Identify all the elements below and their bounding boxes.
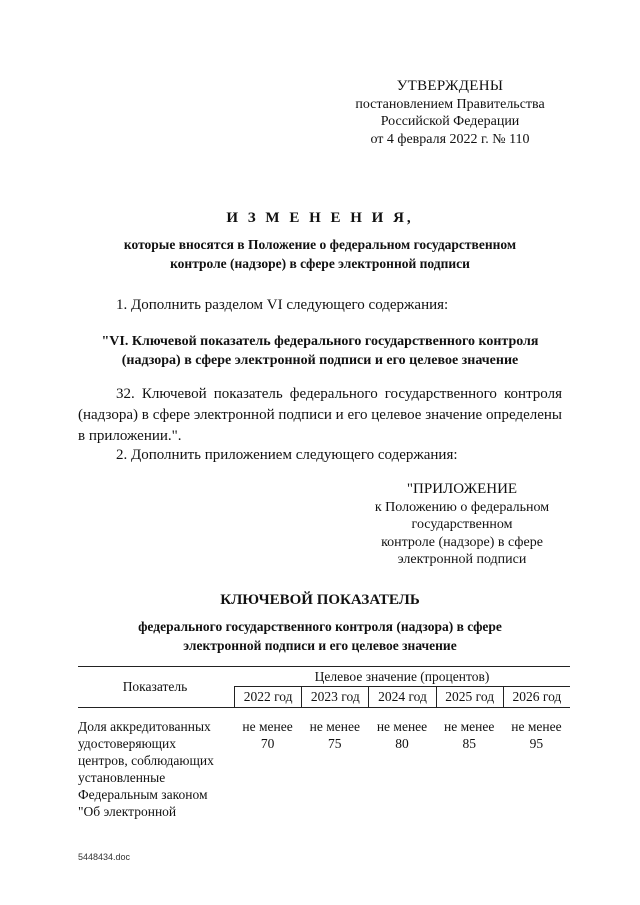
year-headers [234, 687, 570, 707]
value-cell-2025 [436, 718, 503, 752]
changes-subtitle-line-1: которые вносятся в Положение о федеральном государственном [123, 237, 517, 252]
approval-line-1: постановлением Правительства [355, 96, 545, 112]
value-cell-2024 [368, 718, 435, 752]
annex-line-1: к Положению о федеральном [374, 499, 550, 515]
column-header-indicator: Показатель [122, 679, 188, 694]
approval-line-3: от 4 февраля 2022 г. № 110 [370, 131, 530, 147]
value-cell-2022 [234, 718, 301, 752]
annex-line-3: контроле (надзоре) в сфере [381, 534, 543, 550]
annex-title: "ПРИЛОЖЕНИЕ [406, 481, 518, 497]
value-prefix: не менее [511, 719, 562, 734]
indicator-line: "Об электронной [78, 804, 177, 819]
annex-block [352, 481, 572, 569]
changes-subtitle [70, 235, 570, 273]
value-prefix: не менее [309, 719, 360, 734]
indicator-line: установленные [78, 770, 166, 785]
table-header [78, 666, 570, 708]
approval-title: УТВЕРЖДЕНЫ [396, 78, 504, 94]
table-row [78, 718, 570, 878]
value-number: 85 [462, 736, 476, 751]
key-indicator-subtitle-line-2: электронной подписи и его целевое значение [183, 638, 457, 653]
year-header-2022: 2022 год [234, 687, 301, 707]
section-heading-line-2: (надзора) в сфере электронной подписи и его целевое значение [121, 353, 519, 368]
value-prefix: не менее [242, 719, 293, 734]
indicator-name-cell [78, 718, 228, 820]
value-prefix: не менее [444, 719, 495, 734]
key-indicator-subtitle-line-1: федерального государственного контроля (надзора) в сфере [138, 619, 502, 634]
changes-subtitle-line-2: контроле (надзоре) в сфере электронной подписи [170, 256, 470, 271]
value-cell-2023 [301, 718, 368, 752]
indicator-line: удостоверяющих [78, 736, 177, 751]
paragraph-2: 2. Дополнить приложением следующего содержания: [116, 447, 458, 463]
column-group-header: Целевое значение (процентов) [234, 667, 570, 687]
changes-title: И З М Е Н Е Н И Я, [226, 210, 414, 226]
value-cell-2026 [503, 718, 570, 752]
approval-block [330, 78, 570, 148]
document-file-id: 5448434.doc [78, 852, 131, 862]
paragraph-1: 1. Дополнить разделом VI следующего содержания: [116, 297, 449, 313]
annex-line-4: электронной подписи [397, 552, 527, 567]
indicator-line: Доля аккредитованных [78, 719, 211, 734]
year-header-2025: 2025 год [436, 687, 503, 707]
key-indicator-subtitle [80, 617, 560, 655]
year-header-2026: 2026 год [503, 687, 570, 707]
value-prefix: не менее [376, 719, 428, 734]
section-heading-line-1: "VI. Ключевой показатель федерального государственного контроля [101, 334, 539, 349]
indicator-line: центров, соблюдающих [78, 753, 214, 768]
annex-line-2: государственном [411, 517, 513, 532]
indicator-line: Федеральным законом [78, 787, 208, 802]
key-indicator-title: КЛЮЧЕВОЙ ПОКАЗАТЕЛЬ [220, 592, 420, 608]
year-header-2023: 2023 год [301, 687, 368, 707]
value-number: 70 [260, 736, 275, 751]
value-number: 80 [395, 736, 409, 751]
paragraph-32: 32. Ключевой показатель федерального государственного контроля (надзора) в сфере электронной подписи и его целевое значение определены в приложении.". [78, 386, 562, 444]
year-header-2024: 2024 год [368, 687, 435, 707]
column-group-target-values [234, 667, 570, 707]
target-values [234, 718, 570, 752]
approval-line-2: Российской Федерации [380, 114, 520, 129]
value-number: 95 [529, 736, 544, 751]
value-number: 75 [328, 736, 342, 751]
section-vi-heading [70, 332, 570, 370]
indicator-table [78, 666, 570, 878]
